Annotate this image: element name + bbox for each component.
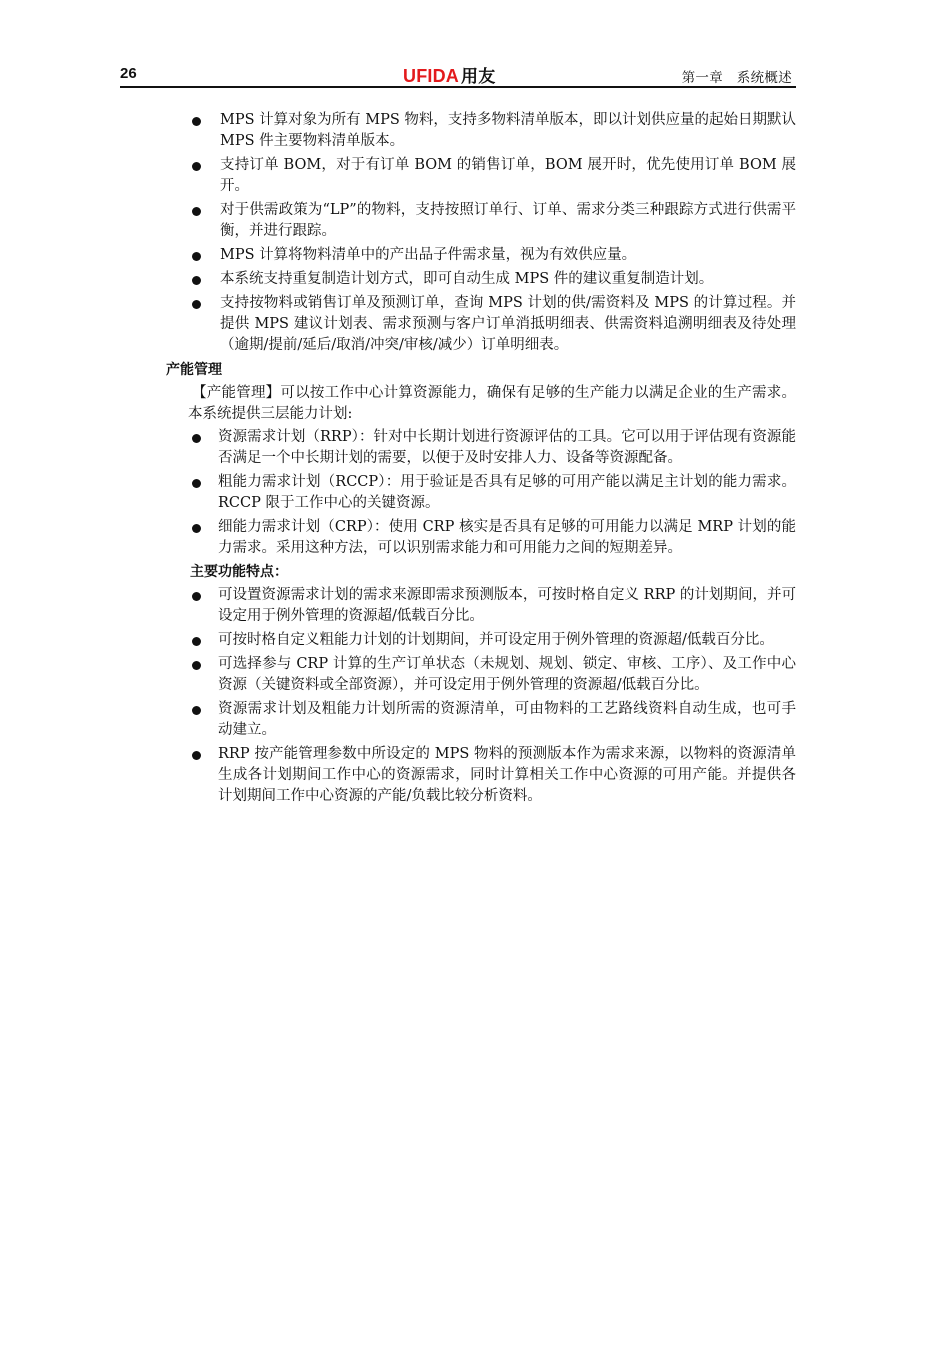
list-item-text: 资源需求计划（RRP）：针对中长期计划进行资源评估的工具。它可以用于评估现有资源能否满足一个中长期计划的需要，以便于及时安排人力、设备等资源配备。 <box>218 429 796 466</box>
capacity-plan-list <box>120 427 796 559</box>
bullet-icon <box>192 479 201 488</box>
list-item-text: 对于供需政策为“LP”的物料，支持按照订单行、订单、需求分类三种跟踪方式进行供需平衡，并进行跟踪。 <box>220 202 796 239</box>
list-item-text: RRP 按产能管理参数中所设定的 MPS 物料的预测版本作为需求来源，以物料的资源清单生成各计划期间工作中心的资源需求，同时计算相关工作中心资源的可用产能。并提供各计划期间工作中心资源的产能/负载比较分析资料。 <box>218 746 796 804</box>
page-header <box>120 62 796 88</box>
list-item <box>120 585 796 627</box>
section-heading-capacity: 产能管理 <box>166 362 222 378</box>
list-item-text: 可按时格自定义粗能力计划的计划期间，并可设定用于例外管理的资源超/低载百分比。 <box>218 632 774 648</box>
bullet-icon <box>192 524 201 533</box>
ufida-logo <box>403 62 495 87</box>
list-item <box>120 245 796 266</box>
list-item <box>120 699 796 741</box>
list-item <box>120 517 796 559</box>
chapter-title: 第一章 系统概述 <box>681 70 792 86</box>
list-item <box>120 744 796 807</box>
list-item-text: 可设置资源需求计划的需求来源即需求预测版本，可按时格自定义 RRP 的计划期间，并可设定用于例外管理的资源超/低载百分比。 <box>218 587 796 624</box>
bullet-icon <box>192 592 201 601</box>
mps-feature-list <box>120 110 796 356</box>
list-item-text: 支持订单 BOM，对于有订单 BOM 的销售订单，BOM 展开时，优先使用订单 BOM 展开。 <box>220 157 796 194</box>
logo-latin-text: UFIDA <box>403 66 459 86</box>
list-item <box>120 427 796 469</box>
list-item-text: 资源需求计划及粗能力计划所需的资源清单，可由物料的工艺路线资料自动生成，也可手动建立。 <box>218 701 796 738</box>
list-item-text: MPS 计算对象为所有 MPS 物料，支持多物料清单版本，即以计划供应量的起始日期默认 MPS 件主要物料清单版本。 <box>220 112 796 149</box>
list-item-text: 粗能力需求计划（RCCP）：用于验证是否具有足够的可用产能以满足主计划的能力需求。RCCP 限于工作中心的关键资源。 <box>218 474 796 511</box>
bullet-icon <box>192 162 201 171</box>
bullet-icon <box>192 252 201 261</box>
list-item <box>120 654 796 696</box>
list-item <box>120 110 796 152</box>
bullet-icon <box>192 300 201 309</box>
list-item <box>120 155 796 197</box>
document-page <box>120 62 796 810</box>
bullet-icon <box>192 751 201 760</box>
list-item <box>120 269 796 290</box>
list-item <box>120 630 796 651</box>
list-item <box>120 200 796 242</box>
bullet-icon <box>192 661 201 670</box>
list-item <box>120 293 796 356</box>
capacity-feature-list <box>120 585 796 807</box>
list-item <box>120 472 796 514</box>
list-item-text: 细能力需求计划（CRP）：使用 CRP 核实是否具有足够的可用能力以满足 MRP 计划的能力需求。采用这种方法，可以识别需求能力和可用能力之间的短期差异。 <box>218 519 796 556</box>
list-item-text: 可选择参与 CRP 计算的生产订单状态（未规划、规划、锁定、审核、工序）、及工作中心资源（关键资料或全部资源），并可设定用于例外管理的资源超/低载百分比。 <box>218 656 796 693</box>
list-item-text: 本系统支持重复制造计划方式，即可自动生成 MPS 件的建议重复制造计划。 <box>220 271 714 287</box>
capacity-intro: 【产能管理】可以按工作中心计算资源能力，确保有足够的生产能力以满足企业的生产需求。本系统提供三层能力计划: <box>188 385 796 422</box>
list-item-text: MPS 计算将物料清单中的产出品子件需求量，视为有效供应量。 <box>220 247 637 263</box>
bullet-icon <box>192 207 201 216</box>
bullet-icon <box>192 706 201 715</box>
bullet-icon <box>192 434 201 443</box>
bullet-icon <box>192 637 201 646</box>
list-item-text: 支持按物料或销售订单及预测订单，查询 MPS 计划的供/需资料及 MPS 的计算过程。并提供 MPS 建议计划表、需求预测与客户订单消抵明细表、供需资料追溯明细表及待处理（逾期/提前/延后/取消/冲突/审核/减少）订单明细表。 <box>220 295 796 353</box>
page-number: 26 <box>120 65 137 82</box>
logo-cjk-text: 用友 <box>461 67 496 86</box>
page-content <box>120 110 796 807</box>
bullet-icon <box>192 117 201 126</box>
bullet-icon <box>192 276 201 285</box>
features-heading: 主要功能特点： <box>190 564 288 580</box>
